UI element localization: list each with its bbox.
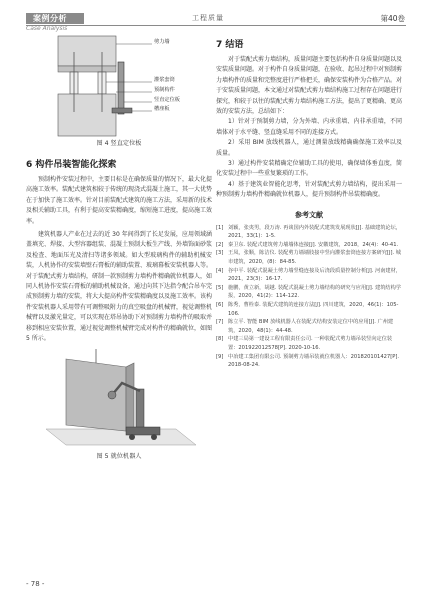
section-6-para-2: 建筑机器人产业在过去的近 30 年间得到了长足发展，应用领域涵盖填充、焊接、大型容器组装、混凝土预制大板生产线、外墙饰面砂浆及检查、地面压光及清扫等诸多领域。如大型玻璃构件的辅助机械安装，人机协作的安装墙壁石膏板的辅助装置、玻璃幕板安装机器人等。对于装配式剪力墙结构，研制一款预制剪力墙构件精确就位机器人，如同人机协作安装石膏板的辅助机械设备，通过向其下达指令配合吊车完成预制剪力墙的安装，将大大提高构件安装精确度以及施工效率。该构件安装机器人采用带有可调整吸附力的真空吸盘的机械臂，视觉调整机械臂以及激光量定，可以实现在塔吊协助下对预制剪力墙构件的吸取并移到相应安装位置，通过视觉调整机械臂完成对构件的精确就位，如图 5 所示。 <box>26 231 213 343</box>
figure-4-label-base: 槽座板 <box>154 106 170 112</box>
header-rule <box>26 25 406 26</box>
section-7-title: 7 结语 <box>216 40 244 50</box>
figure-4-caption: 图 4 竖直定位板 <box>96 140 142 147</box>
section-7-item-3: 3）通过构件安装精确定位辅助工具的使用，确保墙体垂直度，简化安装过程中一些重复繁琐的工作。 <box>216 160 402 178</box>
left-column <box>26 32 212 461</box>
page-number: - 78 - <box>26 580 45 588</box>
section-tab <box>26 13 84 24</box>
figure-4 <box>26 32 212 148</box>
section-6-para-1: 预制构件安装过程中，主要目标是在确保质量的情况下，最大化提高施工效率。装配式建筑相较于传统的现浇式混凝土施工，其一大优势在于加快了施工效率。针对目前装配式建筑的施工方法，采用新的技术及相关辅助工具，有利于提高安装精确度，缩短施工进度，提高施工效率。 <box>26 176 213 225</box>
figure-5-drawing <box>26 349 212 449</box>
section-7-item-1: 1）针对于预制剪力墙，分为外墙、内承重墙、内非承重墙，不同墙体对于水平缝、竖直缝采用不同的连接方式。 <box>216 118 402 136</box>
section-6-title: 6 构件吊装智能化探索 <box>26 160 117 170</box>
section-7-item-4: 4）基于建筑业智能化思考，针对装配式剪力墙结构，提出采用一种预制剪力墙构件精确就位机器人，提升预制构件吊装精确度。 <box>216 180 402 199</box>
figure-5-caption: 图 5 就位机器人 <box>96 452 142 460</box>
reference-item: [8] 中建三局第一建设工程有限责任公司. 一种装配式剪力墙吊装竖向定位装置：201922012578[P]. 2020-10-16. <box>216 336 393 351</box>
reference-item: [6] 陈秀，曹栓泰. 装配式建筑的连接方法[J]. 四川建筑，2020，46(1)：105-106. <box>216 302 399 317</box>
references-list <box>216 224 402 370</box>
reference-item: [4] 谷中平. 装配式混凝土剪力墙竖缝连接及后浇段质量控制分析[J]. 河南建材，2021，23(3)：16-17. <box>216 267 401 283</box>
right-column <box>216 32 402 370</box>
reference-item: [5] 施鹏，黄立新，胡越. 装配式混凝土剪力墙结构的研究与应用[J]. 建筑结构学报，2020，41(2)：114-122. <box>216 284 401 300</box>
section-en-subtitle: Case Analysis <box>26 25 68 32</box>
figure-4-drawing <box>26 32 212 140</box>
reference-item: [2] 秦卫东. 装配式建筑剪力墙墙体连接[J]. 安徽建筑，2018，24(4)：40-41. <box>216 241 399 248</box>
figure-4-label-shear-wall: 剪力墙 <box>154 39 170 45</box>
section-label: 案例分析 <box>33 14 67 23</box>
reference-item: [9] 中冶建工集团有限公司. 预制剪力墙吊装就位机器人：201820101427[P]. 2018-08-24. <box>216 353 400 369</box>
references-title: 参考文献 <box>295 210 323 219</box>
journal-name: 工程质量 <box>192 14 224 22</box>
section-7-para-1: 对于装配式剪力墙结构，质量问题主要包括构件自身质量问题以及安装质量问题。对于构件自身质量问题，在验收、起吊过程中对预制剪力墙构件的质量和完整度进行严格把关，确保安装构件为合格产品。对于安装质量问题，本文通过对装配式剪力墙结构施工过程存在问题进行探究，和较于以往的装配式剪力墙结构施工方法，提出了更精确、更高效的安装方法，总结如下： <box>216 56 403 116</box>
figure-5 <box>26 349 212 461</box>
figure-4-label-sleeve: 灌浆套筒 <box>154 77 175 83</box>
reference-item: [1] 刘颖，张夷男，段万涛. 再谈国内外装配式建筑发展现状[J]. 基础建筑论坛，2021，33(1)：1-5. <box>216 224 401 240</box>
figure-4-label-plate: 竖直定位板 <box>154 97 180 103</box>
reference-item: [3] 王凤，张顺，陈洁仪. 装配剪力墙墙肢接中竖向灌浆套筒连接方案研究[J]. 城市建筑，2020，(8)：84-85. <box>216 250 401 266</box>
section-7-item-2: 2）采用 BIM 放线机器人，通过测量放线精确确保施工效率以及质量。 <box>216 139 402 157</box>
figure-4-label-precast: 预制构件 <box>154 87 175 93</box>
volume-label: 第40卷 <box>380 14 405 23</box>
page-header <box>0 6 427 32</box>
reference-item: [7] 陈立平. 智能 BIM 放线机器人在装配式结构安装定位中的应用[J]. 广州建筑，2020，48(1)：44-48. <box>216 319 394 334</box>
